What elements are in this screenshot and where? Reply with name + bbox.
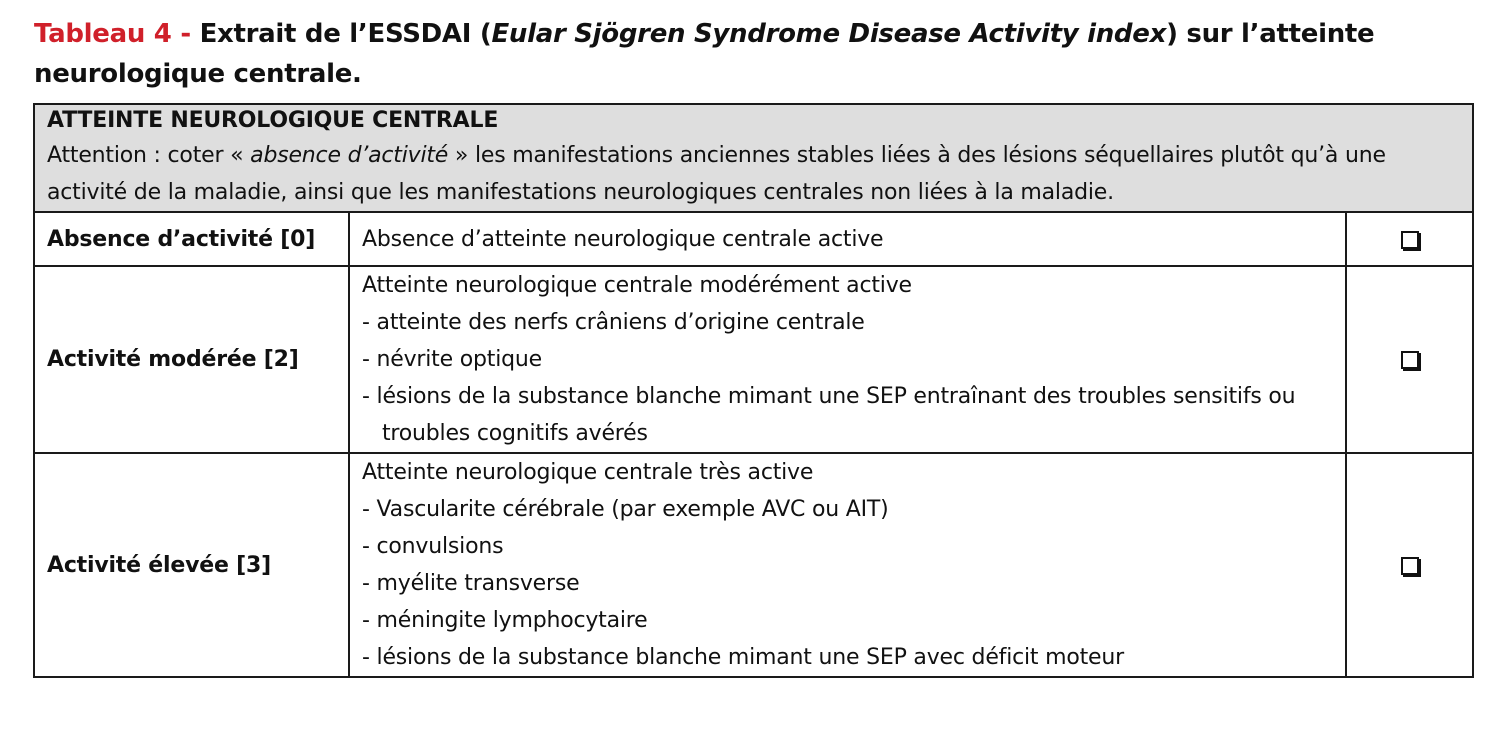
- header-note-italic: absence d’activité: [250, 143, 449, 168]
- table-header-cell: [34, 104, 1473, 212]
- checkbox-absence[interactable]: [1401, 231, 1419, 249]
- description-item: - myélite transverse: [362, 571, 580, 596]
- level-label: Activité modérée [2]: [34, 266, 349, 453]
- caption-text-start: Extrait de l’ESSDAI (: [190, 19, 492, 49]
- checkbox-cell: [1346, 453, 1473, 677]
- checkbox-cell: [1346, 266, 1473, 453]
- description-item: - lésions de la substance blanche mimant une SEP entraînant des troubles sensitifs ou troubles cognitifs avérés: [362, 384, 1296, 446]
- table-row-absence: [34, 212, 1473, 266]
- description-item: - atteinte des nerfs crâniens d’origine centrale: [362, 310, 865, 335]
- table-caption: [34, 14, 1474, 94]
- description-item: - convulsions: [362, 534, 504, 559]
- caption-label: Tableau 4 -: [34, 19, 191, 49]
- level-label: Absence d’activité [0]: [34, 212, 349, 266]
- essdai-table: [33, 103, 1474, 678]
- checkbox-cell: [1346, 212, 1473, 266]
- checkbox-moderate[interactable]: [1401, 351, 1419, 369]
- description-item: - névrite optique: [362, 347, 542, 372]
- table-row-high: [34, 453, 1473, 677]
- caption-italic-title: Eular Sjögren Syndrome Disease Activity index: [491, 19, 1167, 49]
- header-note: [47, 143, 1386, 205]
- level-description: [349, 266, 1346, 453]
- caption-text-end: ) sur l’atteinte neurologique centrale.: [34, 19, 1375, 89]
- description-item: - lésions de la substance blanche mimant une SEP avec déficit moteur: [362, 645, 1124, 670]
- level-label: Activité élevée [3]: [34, 453, 349, 677]
- description-item: - méningite lymphocytaire: [362, 608, 648, 633]
- header-title: ATTEINTE NEUROLOGIQUE CENTRALE: [47, 108, 499, 133]
- description-intro: Atteinte neurologique centrale très active: [362, 460, 814, 485]
- level-description: [349, 453, 1346, 677]
- header-note-start: Attention : coter «: [47, 143, 251, 168]
- description-intro: Absence d’atteinte neurologique centrale active: [362, 226, 884, 252]
- description-item: - Vascularite cérébrale (par exemple AVC ou AIT): [362, 497, 889, 522]
- table-header-row: [34, 104, 1473, 212]
- level-description: [349, 212, 1346, 266]
- description-intro: Atteinte neurologique centrale modérément active: [362, 273, 912, 298]
- header-note-end: » les manifestations anciennes stables liées à des lésions séquellaires plutôt qu’à une activité de la maladie, ainsi que les manifestations neurologiques centrales non liées à la maladie.: [47, 143, 1386, 205]
- table-row-moderate: [34, 266, 1473, 453]
- checkbox-high[interactable]: [1401, 557, 1419, 575]
